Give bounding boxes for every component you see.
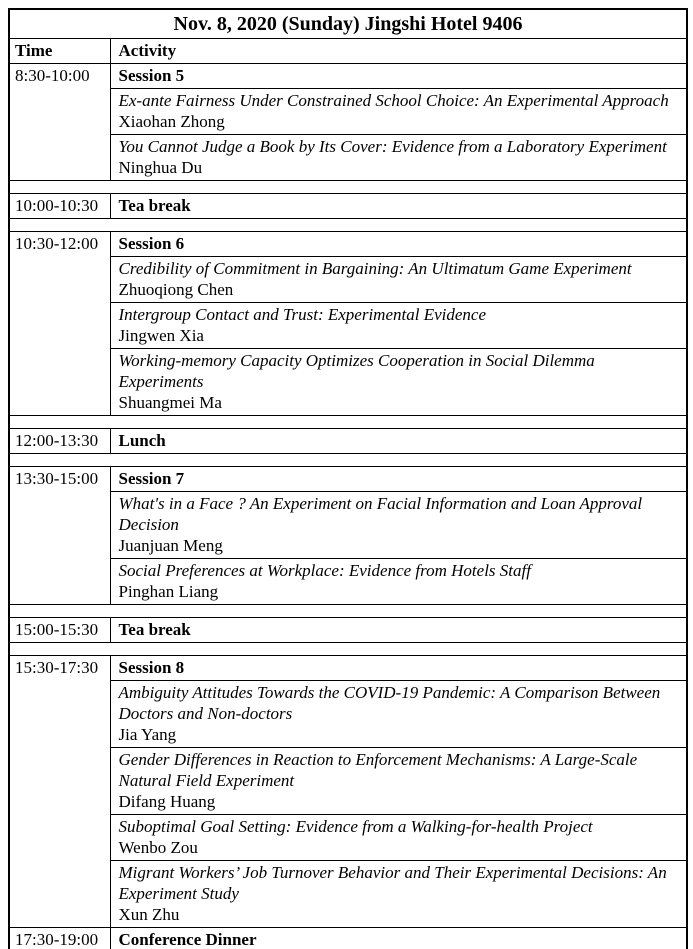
time-cell: 17:30-19:00: [9, 928, 110, 949]
table-row: [9, 135, 687, 181]
paper-cell: [110, 681, 687, 748]
paper-author: Difang Huang: [118, 792, 216, 811]
paper-title: Gender Differences in Reaction to Enforcement Mechanisms: A Large-Scale Natural Field Experiment: [118, 750, 638, 790]
spacer-cell: [9, 643, 687, 656]
title-row: [9, 9, 687, 39]
table-row: [9, 748, 687, 815]
paper-cell: [110, 349, 687, 416]
col-header-activity: Activity: [110, 39, 687, 64]
paper-cell: [110, 815, 687, 861]
spacer-row: [9, 416, 687, 429]
time-cell: 10:00-10:30: [9, 194, 110, 219]
table-row: [9, 559, 687, 605]
time-cell: 13:30-15:00: [9, 467, 110, 605]
paper-author: Juanjuan Meng: [118, 536, 223, 555]
paper-title: Working-memory Capacity Optimizes Cooperation in Social Dilemma Experiments: [118, 351, 595, 391]
session-label: Tea break: [110, 194, 687, 219]
paper-cell: [110, 303, 687, 349]
paper-author: Xun Zhu: [118, 905, 180, 924]
spacer-row: [9, 219, 687, 232]
session-label: Session 8: [110, 656, 687, 681]
paper-author: Zhuoqiong Chen: [118, 280, 234, 299]
time-cell: 12:00-13:30: [9, 429, 110, 454]
table-row: [9, 194, 687, 219]
table-row: [9, 89, 687, 135]
paper-title: Intergroup Contact and Trust: Experimental Evidence: [118, 305, 486, 324]
paper-cell: [110, 861, 687, 928]
spacer-row: [9, 181, 687, 194]
table-row: [9, 681, 687, 748]
paper-author: Xiaohan Zhong: [118, 112, 225, 131]
paper-cell: [110, 135, 687, 181]
spacer-cell: [9, 181, 687, 194]
session-label: Conference Dinner: [110, 928, 687, 949]
paper-title: Credibility of Commitment in Bargaining: An Ultimatum Game Experiment: [118, 259, 632, 278]
paper-author: Pinghan Liang: [118, 582, 219, 601]
spacer-row: [9, 643, 687, 656]
time-cell: 15:30-17:30: [9, 656, 110, 928]
spacer-cell: [9, 219, 687, 232]
time-cell: 15:00-15:30: [9, 618, 110, 643]
session-label: Session 7: [110, 467, 687, 492]
paper-title: Social Preferences at Workplace: Evidence from Hotels Staff: [118, 561, 531, 580]
paper-title: You Cannot Judge a Book by Its Cover: Evidence from a Laboratory Experiment: [118, 137, 667, 156]
conference-schedule-table: [8, 8, 688, 949]
spacer-row: [9, 454, 687, 467]
spacer-cell: [9, 454, 687, 467]
header-row: [9, 39, 687, 64]
table-row: [9, 64, 687, 89]
paper-cell: [110, 257, 687, 303]
paper-cell: [110, 748, 687, 815]
spacer-cell: [9, 605, 687, 618]
table-row: [9, 467, 687, 492]
table-row: [9, 257, 687, 303]
table-row: [9, 618, 687, 643]
paper-author: Jingwen Xia: [118, 326, 204, 345]
table-row: [9, 429, 687, 454]
table-row: [9, 815, 687, 861]
table-row: [9, 656, 687, 681]
spacer-row: [9, 605, 687, 618]
paper-cell: [110, 492, 687, 559]
paper-title: Suboptimal Goal Setting: Evidence from a Walking-for-health Project: [118, 817, 593, 836]
paper-author: Wenbo Zou: [118, 838, 198, 857]
paper-cell: [110, 559, 687, 605]
col-header-time: Time: [9, 39, 110, 64]
paper-author: Shuangmei Ma: [118, 393, 222, 412]
paper-author: Jia Yang: [118, 725, 177, 744]
table-row: [9, 232, 687, 257]
table-row: [9, 492, 687, 559]
paper-title: Ex-ante Fairness Under Constrained School Choice: An Experimental Approach: [118, 91, 669, 110]
paper-cell: [110, 89, 687, 135]
time-cell: 8:30-10:00: [9, 64, 110, 181]
paper-title: Migrant Workers’ Job Turnover Behavior and Their Experimental Decisions: An Experiment Study: [118, 863, 667, 903]
session-label: Lunch: [110, 429, 687, 454]
paper-title: What's in a Face ? An Experiment on Facial Information and Loan Approval Decision: [118, 494, 643, 534]
table-row: [9, 349, 687, 416]
table-row: [9, 861, 687, 928]
session-label: Tea break: [110, 618, 687, 643]
page-title: Nov. 8, 2020 (Sunday) Jingshi Hotel 9406: [9, 9, 687, 39]
table-row: [9, 303, 687, 349]
table-row: [9, 928, 687, 949]
time-cell: 10:30-12:00: [9, 232, 110, 416]
spacer-cell: [9, 416, 687, 429]
paper-title: Ambiguity Attitudes Towards the COVID-19 Pandemic: A Comparison Between Doctors and Non-doctors: [118, 683, 661, 723]
paper-author: Ninghua Du: [118, 158, 203, 177]
session-label: Session 6: [110, 232, 687, 257]
session-label: Session 5: [110, 64, 687, 89]
